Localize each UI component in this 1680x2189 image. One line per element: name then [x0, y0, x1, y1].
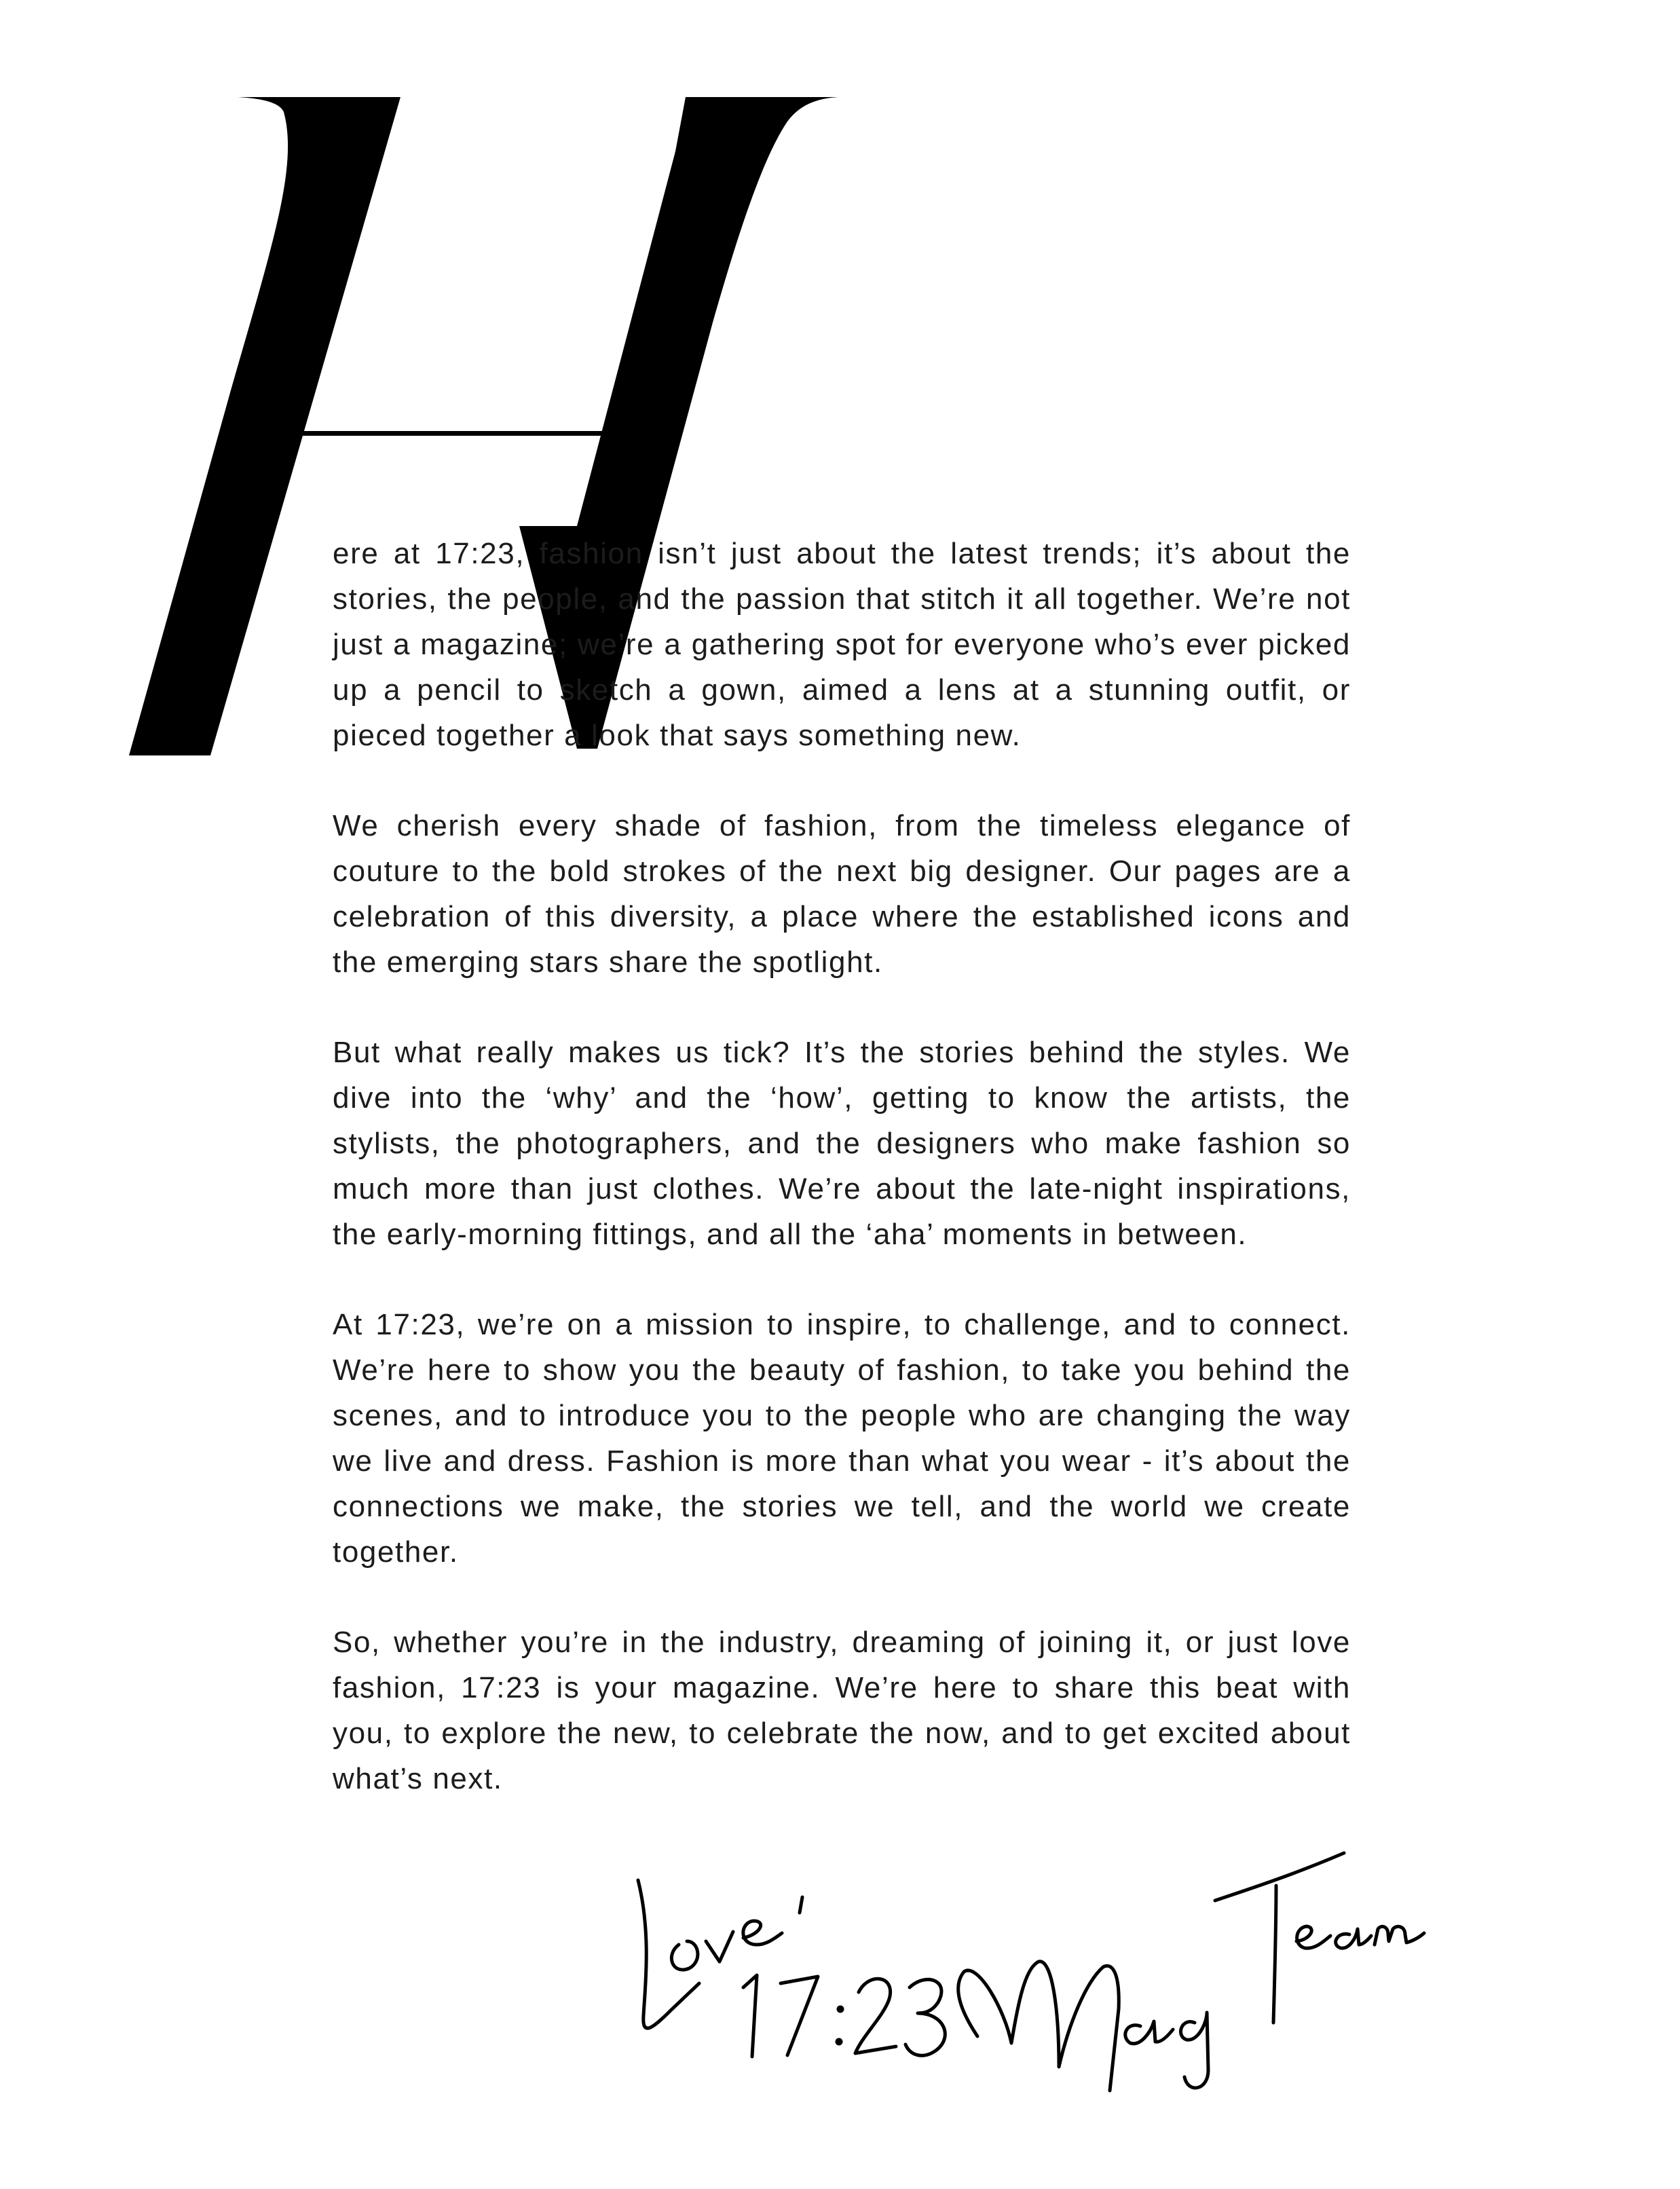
signature-drawing — [624, 1806, 1425, 2077]
paragraph-stories: But what really makes us tick? It’s the stories behind the styles. We dive into the ‘why’ and the ‘how’, getting to know the artists, the stylists, the photographers, and the designers who make fashion so much more than just clothes. We’re about the late-night inspirations, the early-morning fittings, and all the ‘aha’ moments in between. — [333, 1036, 1351, 1251]
paragraph-mission: At 17:23, we’re on a mission to inspire, to challenge, and to connect. We’re here to show you the beauty of fashion, to take you behind the scenes, and to introduce you to the people who are changing the way we live and dress. Fashion is more than what you wear - it’s about the connections we make, the stories we tell, and the world we create together. — [333, 1308, 1351, 1569]
paragraph-diversity: We cherish every shade of fashion, from the timeless elegance of couture to the bold strokes of the next big designer. Our pages are a celebration of this diversity, a place where the established icons and the emerging stars share the spotlight. — [333, 809, 1351, 979]
handwritten-signature — [624, 1806, 1425, 2077]
paragraph-intro: ere at 17:23, fashion isn’t just about the latest trends; it’s about the stories, the people, and the passion that stitch it all together. We’re not just a magazine; we’re a gathering spot for everyone who’s ever picked up a pencil to sketch a gown, aimed a lens at a stunning outfit, or pieced together a look that says something new. — [333, 537, 1351, 752]
paragraph-closing: So, whether you’re in the industry, dreaming of joining it, or just love fashion, 17:23 is your magazine. We’re here to share this beat with you, to explore the new, to celebrate the now, and to get excited about what’s next. — [333, 1626, 1351, 1795]
letter-body — [333, 531, 1351, 1801]
